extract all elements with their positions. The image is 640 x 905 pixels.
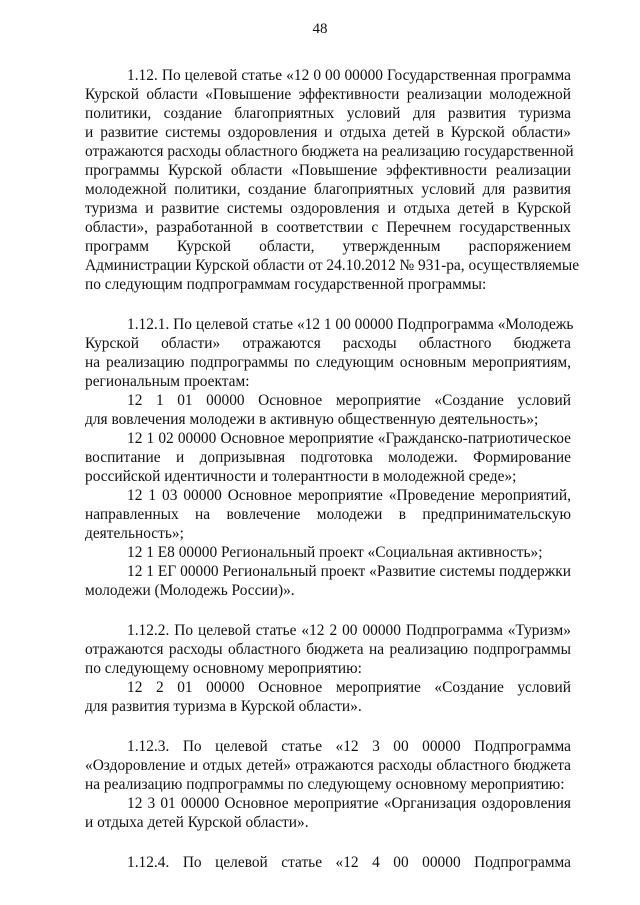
- text-line: 12 2 01 00000 Основное мероприятие «Создание условий: [127, 679, 571, 696]
- text-line: на реализацию подпрограммы по следующим основным мероприятиям,: [85, 354, 571, 371]
- text-line: по следующему основному мероприятию:: [85, 660, 362, 677]
- text-line: «Оздоровление и отдых детей» отражаются расходы областного бюджета: [85, 757, 571, 774]
- text-line: для вовлечения молодежи в активную общественную деятельность»;: [85, 411, 539, 428]
- text-line: на реализацию подпрограммы по следующему основному мероприятию:: [85, 776, 565, 793]
- text-line: политики, создание благоприятных условий для развития туризма: [85, 105, 571, 122]
- text-line: 12 1 03 00000 Основное мероприятие «Проведение мероприятий,: [127, 487, 571, 504]
- text-line: программы Курской области «Повышение эффективности реализации: [85, 162, 571, 179]
- text-line: области», разработанной в соответствии с Перечнем государственных: [85, 219, 571, 236]
- text-line: туризма и развитие системы оздоровления и отдыха детей в Курской: [85, 200, 571, 217]
- text-line: региональным проектам:: [85, 373, 250, 390]
- text-line: 1.12.1. По целевой статье «12 1 00 00000 Подпрограмма «Молодежь: [127, 316, 574, 333]
- text-line: Курской области «Повышение эффективности реализации молодежной: [85, 86, 571, 103]
- text-line: 12 3 01 00000 Основное мероприятие «Организация оздоровления: [127, 795, 571, 812]
- text-line: 12 1 ЕГ 00000 Региональный проект «Развитие системы поддержки: [127, 563, 571, 580]
- page-number: 48: [312, 21, 328, 37]
- text-line: отражаются расходы областного бюджета на реализацию подпрограммы: [85, 641, 571, 658]
- text-line: и развитие системы оздоровления и отдыха детей в Курской области»: [85, 124, 571, 141]
- text-line: молодежной политики, создание благоприятных условий для развития: [85, 181, 571, 198]
- text-line: 1.12. По целевой статье «12 0 00 00000 Государственная программа: [127, 67, 571, 84]
- text-line: отражаются расходы областного бюджета на реализацию государственной: [85, 143, 574, 160]
- text-line: деятельность»;: [85, 525, 184, 542]
- text-line: по следующим подпрограммам государственной программы:: [85, 276, 487, 293]
- text-line: для развития туризма в Курской области».: [85, 698, 362, 715]
- text-line: Администрации Курской области от 24.10.2012 № 931-ра, осуществляемые: [85, 257, 580, 274]
- text-line: 12 1 01 00000 Основное мероприятие «Создание условий: [127, 392, 571, 409]
- text-line: 1.12.3. По целевой статье «12 3 00 00000 Подпрограмма: [127, 738, 571, 755]
- text-line: молодежи (Молодежь России)».: [85, 582, 295, 599]
- text-line: Курской области» отражаются расходы областного бюджета: [85, 335, 571, 352]
- text-line: воспитание и допризывная подготовка молодежи. Формирование: [85, 449, 571, 466]
- text-line: программ Курской области, утвержденным распоряжением: [85, 238, 571, 255]
- text-line: направленных на вовлечение молодежи в предпринимательскую: [85, 506, 571, 523]
- text-line: и отдыха детей Курской области».: [85, 814, 309, 831]
- text-line: 12 1 Е8 00000 Региональный проект «Социальная активность»;: [127, 544, 543, 561]
- text-line: 1.12.2. По целевой статье «12 2 00 00000 Подпрограмма «Туризм»: [127, 622, 571, 639]
- text-line: 12 1 02 00000 Основное мероприятие «Гражданско-патриотическое: [127, 430, 571, 447]
- text-line: российской идентичности и толерантности в молодежной среде»;: [85, 468, 517, 485]
- text-line: 1.12.4. По целевой статье «12 4 00 00000 Подпрограмма: [127, 854, 571, 871]
